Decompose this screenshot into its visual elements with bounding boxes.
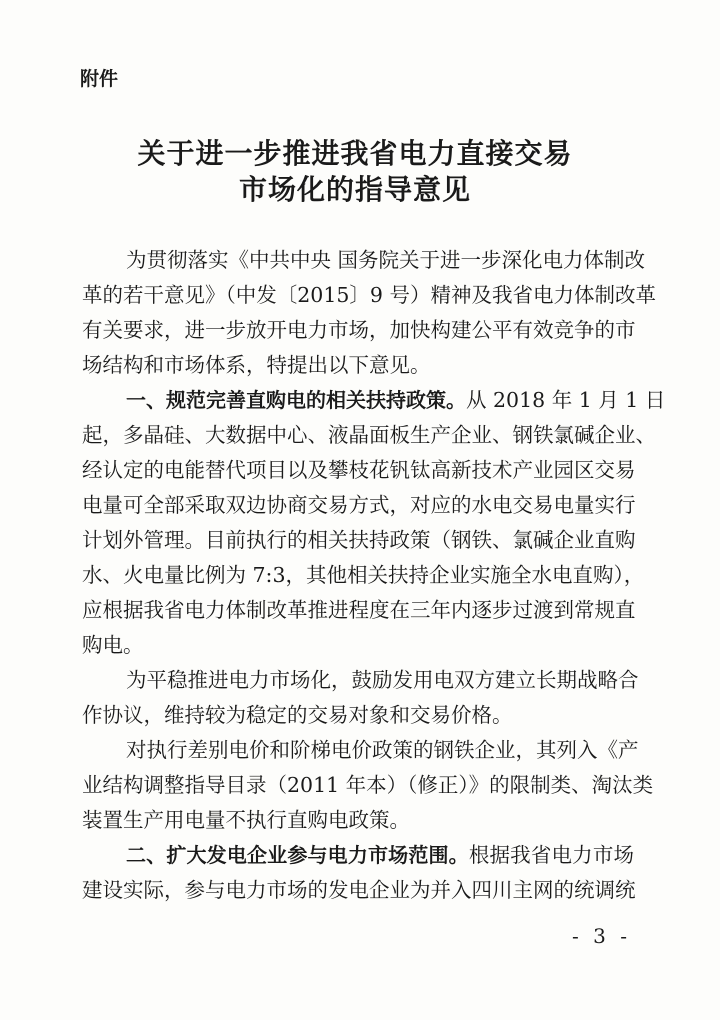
text-line — [82, 698, 634, 733]
text-line — [82, 418, 656, 453]
line-text: 水、火电量比例为 7:3，其他相关扶持企业实施全水电直购）， — [82, 563, 645, 587]
text-line — [82, 838, 634, 873]
document-title-line-2: 市场化的指导意见 — [238, 173, 471, 206]
line-text: 对执行差别电价和阶梯电价政策的钢铁企业，其列入《产 — [126, 738, 639, 762]
line-text: 根据我省电力市场 — [468, 843, 635, 867]
text-line — [82, 488, 634, 523]
text-line — [82, 348, 634, 383]
text-line — [82, 593, 634, 628]
text-line — [82, 663, 639, 698]
text-line — [82, 313, 634, 348]
line-text: 电量可全部采取双边协商交易方式，对应的水电交易电量实行 — [82, 493, 636, 517]
text-line — [82, 628, 634, 663]
line-text: 购电。 — [82, 633, 144, 657]
line-text: 计划外管理。目前执行的相关扶持政策（钢铁、氯碱企业直购 — [82, 528, 636, 552]
line-text: 场结构和市场体系，特提出以下意见。 — [82, 353, 431, 377]
line-text: 装置生产用电量不执行直购电政策。 — [82, 808, 410, 832]
line-text: 起，多晶硅、大数据中心、液晶面板生产企业、钢铁氯碱企业、 — [82, 423, 656, 447]
line-text: 建设实际，参与电力市场的发电企业为并入四川主网的统调统 — [82, 878, 636, 902]
line-text: 应根据我省电力体制改革推进程度在三年内逐步过渡到常规直 — [82, 598, 636, 622]
line-text: 为贯彻落实《中共中央 国务院关于进一步深化电力体制改 — [126, 248, 646, 272]
page-number: - 3 - — [572, 924, 631, 948]
line-text: 革的若干意见》（中发〔2015〕9 号）精神及我省电力体制改革 — [82, 283, 656, 307]
text-line — [82, 523, 634, 558]
section-heading: 二、扩大发电企业参与电力市场范围。 — [126, 843, 469, 867]
text-line — [82, 733, 639, 768]
line-text: 从 2018 年 1 月 1 日 — [466, 388, 666, 412]
text-line — [82, 803, 634, 838]
text-line — [82, 453, 634, 488]
text-line — [82, 243, 646, 278]
text-line — [82, 873, 634, 908]
text-line — [82, 278, 656, 313]
section-heading: 一、规范完善直购电的相关扶持政策。 — [126, 388, 466, 412]
text-line — [82, 558, 645, 593]
attachment-label: 附件 — [80, 68, 119, 90]
text-line — [82, 383, 666, 418]
line-text: 有关要求，进一步放开电力市场，加快构建公平有效竞争的市 — [82, 318, 636, 342]
document-body — [82, 243, 666, 908]
line-text: 经认定的电能替代项目以及攀枝花钒钛高新技术产业园区交易 — [82, 458, 636, 482]
line-text: 为平稳推进电力市场化，鼓励发用电双方建立长期战略合 — [126, 668, 639, 692]
line-text: 作协议，维持较为稳定的交易对象和交易价格。 — [82, 703, 513, 727]
document-title-line-1: 关于进一步推进我省电力直接交易 — [137, 137, 573, 170]
line-text: 业结构调整指导目录（2011 年本）（修正）》的限制类、淘汰类 — [82, 773, 654, 797]
text-line — [82, 768, 654, 803]
